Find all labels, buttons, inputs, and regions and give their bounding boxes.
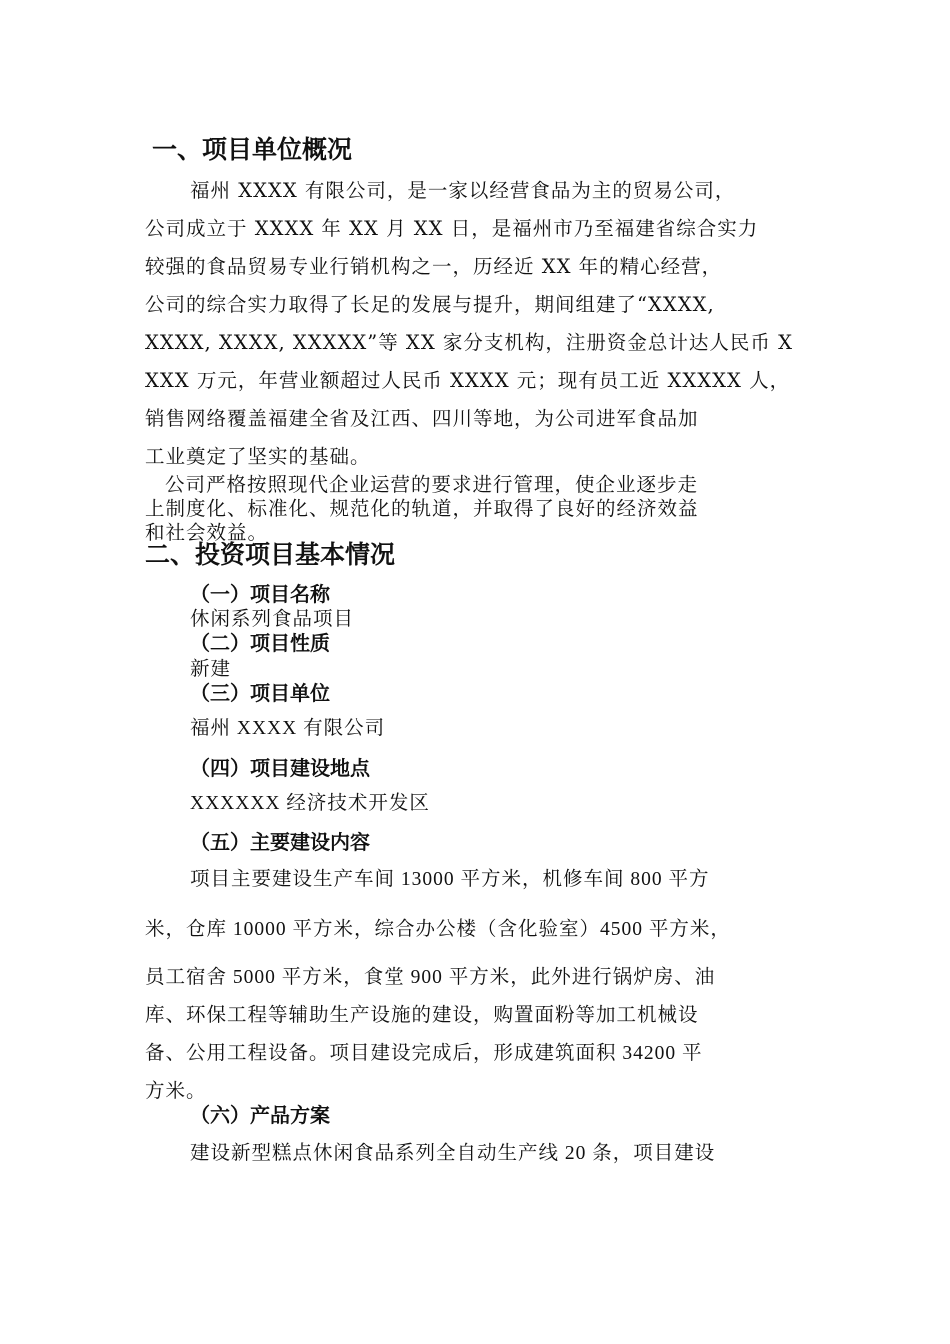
para1-line: 较强的食品贸易专业行销机构之一，历经近 XX 年的精心经营，: [145, 255, 723, 278]
para1-line: 公司的综合实力取得了长足的发展与提升，期间组建了“XXXX,: [145, 293, 715, 316]
project-unit-value: 福州 XXXX 有限公司: [190, 718, 386, 739]
content-line: 米，仓库 10000 平方米，综合办公楼（含化验室）4500 平方米，: [145, 919, 731, 940]
project-location-value: XXXXXX 经济技术开发区: [190, 793, 430, 814]
project-location-heading: （四）项目建设地点: [190, 756, 370, 780]
content-line: 备、公用工程设备。项目建设完成后，形成建筑面积 34200 平: [145, 1043, 703, 1064]
project-name-value: 休闲系列食品项目: [190, 607, 355, 630]
product-line: 建设新型糕点休闲食品系列全自动生产线 20 条，项目建设: [190, 1143, 716, 1164]
content-line: 项目主要建设生产车间 13000 平方米，机修车间 800 平方: [190, 869, 710, 890]
content-line: 库、环保工程等辅助生产设施的建设，购置面粉等加工机械设: [145, 1005, 699, 1026]
para1-line: 销售网络覆盖福建全省及江西、四川等地，为公司进军食品加: [145, 407, 699, 430]
content-line: 员工宿舍 5000 平方米，食堂 900 平方米，此外进行锅炉房、油: [145, 967, 716, 988]
para1-line: XXXX, XXXX, XXXXX”等 XX 家分支机构，注册资金总计达人民币 X: [145, 331, 793, 354]
project-nature-heading: （二）项目性质: [190, 631, 330, 655]
para2-line: 公司严格按照现代企业运营的要求进行管理，使企业逐步走: [165, 473, 699, 496]
para2-line: 上制度化、标准化、规范化的轨道，并取得了良好的经济效益: [145, 497, 699, 520]
product-plan-heading: （六）产品方案: [190, 1103, 330, 1127]
para1-line: 公司成立于 XXXX 年 XX 月 XX 日，是福州市乃至福建省综合实力: [145, 217, 759, 240]
para1-line: 福州 XXXX 有限公司，是一家以经营食品为主的贸易公司，: [190, 179, 736, 202]
construction-content-heading: （五）主要建设内容: [190, 830, 370, 854]
section2-heading: 二、投资项目基本情况: [145, 540, 396, 569]
project-unit-heading: （三）项目单位: [190, 681, 330, 705]
project-nature-value: 新建: [190, 657, 232, 680]
para2-line: 和社会效益。: [145, 521, 269, 544]
project-name-heading: （一）项目名称: [190, 582, 330, 606]
para1-line: XXX 万元，年营业额超过人民币 XXXX 元；现有员工近 XXXXX 人，: [145, 369, 791, 392]
content-line: 方米。: [145, 1081, 207, 1102]
para1-line: 工业奠定了坚实的基础。: [145, 445, 371, 468]
section1-heading: 一、项目单位概况: [152, 135, 353, 164]
